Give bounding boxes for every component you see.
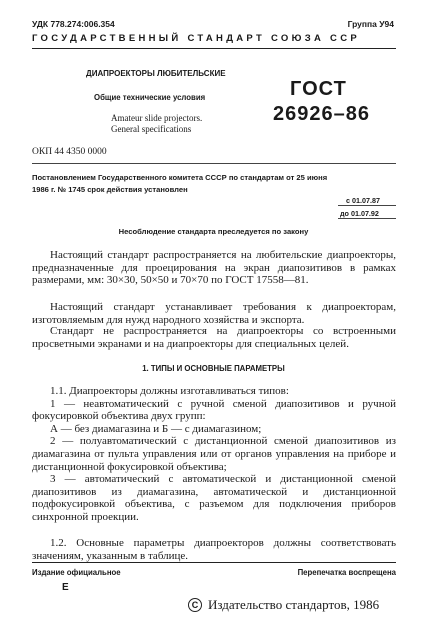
intro-paragraph-2: Настоящий стандарт устанавливает требования к диапроекторам, изготовляемым для нужд народного хозяйства и экспорта.: [32, 301, 396, 326]
udk-code: УДК 778.274:006.354: [32, 19, 115, 29]
clause-1-2: 1.2. Основные параметры диапроекторов должны соответствовать значениям, указанным в таблице.: [32, 537, 396, 562]
decree-line2: 1986 г. № 1745 срок действия установлен: [32, 185, 188, 194]
middle-divider: [32, 163, 396, 164]
bottom-divider: [32, 562, 396, 563]
document-subtitle: Общие технические условия: [94, 93, 206, 102]
intro-paragraph-1: Настоящий стандарт распространяется на любительские диапроекторы, предназначенные для проецирования на экран диапозитивов в рамках размерами, мм: 30×30, 50×50 и 70×70 по ГОСТ 17558—81.: [32, 249, 396, 287]
type-1-description: 1 — неавтоматический с ручной сменой диапозитивов и ручной фокусировкой объектива двух групп:: [32, 397, 396, 423]
section-body: [32, 385, 396, 524]
okp-code: ОКП 44 4350 0000: [32, 147, 107, 157]
publisher-line: [188, 597, 379, 613]
gost-label: ГОСТ: [290, 78, 347, 100]
decree-line1: Постановлением Государственного комитета СССР по стандартам от 25 июня: [32, 173, 328, 182]
gost-number: 26926–86: [273, 103, 370, 125]
type-1-groups: А — без диамагазина и Б — с диамагазином;: [50, 422, 262, 435]
official-edition-label: Издание официальное: [32, 568, 121, 577]
top-divider: [32, 48, 396, 49]
group-code: Группа У94: [347, 19, 394, 29]
validity-to-underline: [338, 218, 396, 219]
copyright-icon: C: [188, 598, 202, 612]
clause-1-1: 1.1. Диапроекторы должны изготавливаться типов:: [50, 385, 289, 397]
type-2-description: 2 — полуавтоматический с дистанционной сменой диапозитивов из диамагазина от пульта управления или от органов управления на приборе и дистанционной фокусировкой объектива;: [32, 435, 396, 473]
legal-notice: Несоблюдение стандарта преследуется по закону: [118, 227, 309, 236]
state-standard-banner: ГОСУДАРСТВЕННЫЙ СТАНДАРТ СОЮЗА ССР: [32, 33, 361, 44]
validity-to: до 01.07.92: [340, 209, 379, 218]
reprint-prohibited-label: Перепечатка воспрещена: [297, 568, 396, 577]
english-title-line1: Amateur slide projectors.: [111, 113, 203, 123]
validity-from-underline: [338, 205, 396, 206]
english-title-line2: General specifications: [111, 124, 192, 134]
edition-mark: Е: [62, 582, 69, 593]
document-title: ДИАПРОЕКТОРЫ ЛЮБИТЕЛЬСКИЕ: [86, 69, 226, 78]
intro-paragraph-3: Стандарт не распространяется на диапроекторы со встроенными просветными экранами и на диапроекторы для специальных целей.: [32, 325, 396, 350]
section-heading: 1. ТИПЫ И ОСНОВНЫЕ ПАРАМЕТРЫ: [142, 364, 285, 373]
type-3-description: 3 — автоматический с автоматической и дистанционной сменой диапозитивов из диамагазина, автоматической и дистанционной подфокусировкой объектива, с разъемом для подключения приборов синхронной проекции.: [32, 473, 396, 523]
publisher-name: Издательство стандартов, 1986: [208, 597, 380, 612]
validity-from: с 01.07.87: [346, 196, 380, 205]
